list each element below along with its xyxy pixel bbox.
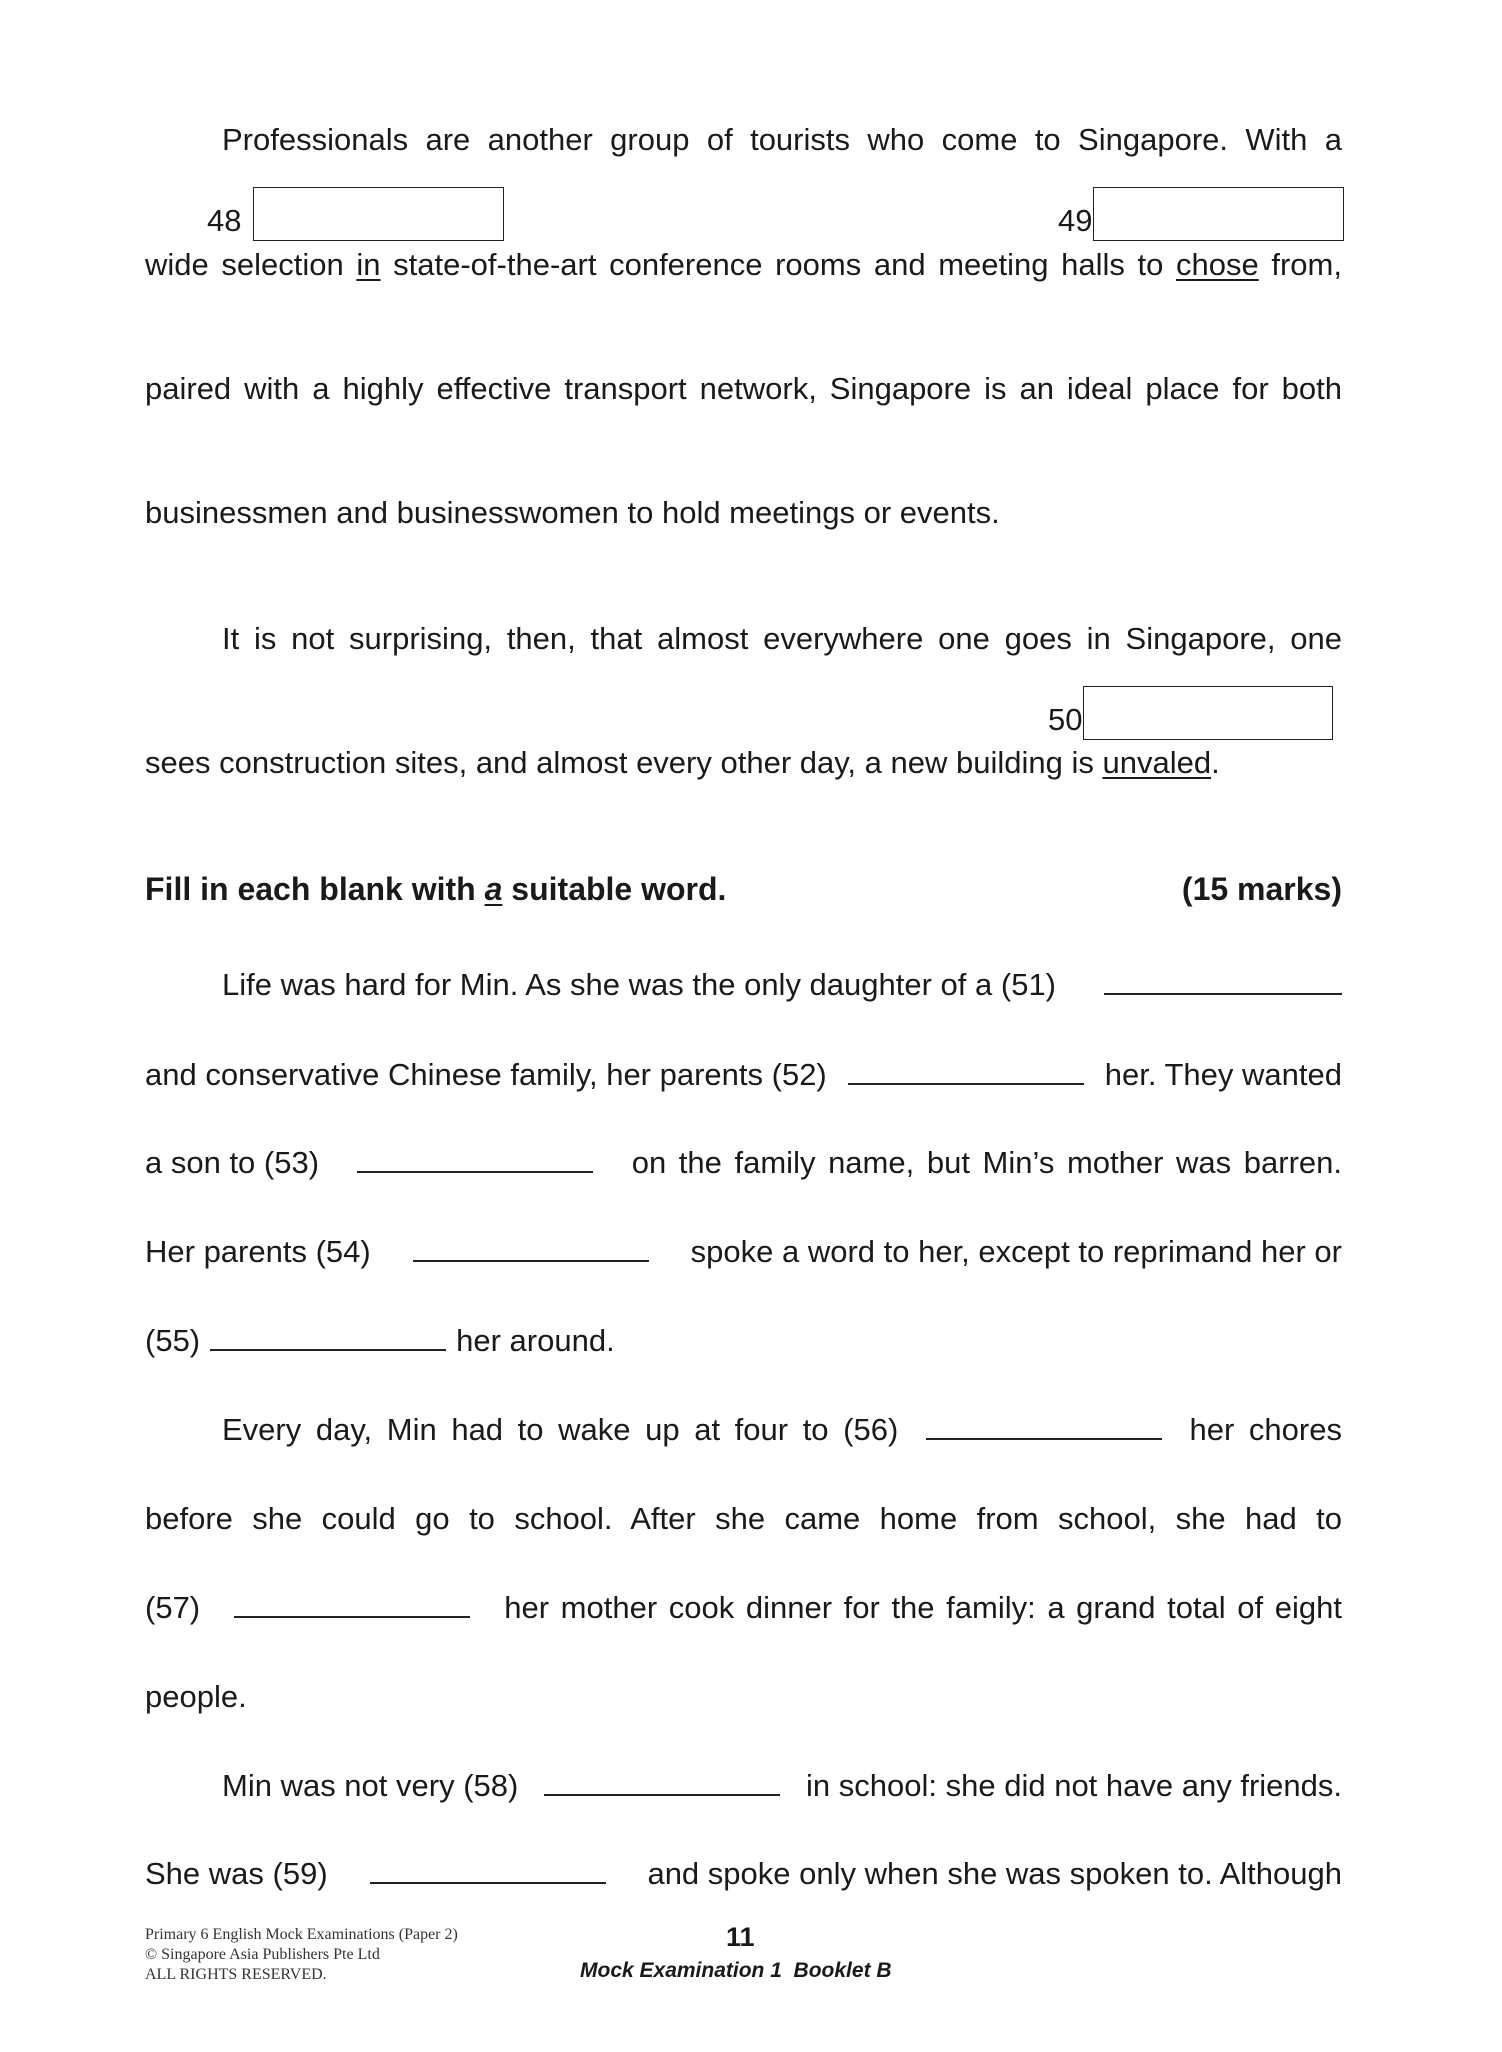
blank-58[interactable] bbox=[544, 1770, 780, 1796]
publisher-info: Primary 6 English Mock Examinations (Paper 2) © Singapore Asia Publishers Pte Ltd ALL RIGHTS RESERVED. bbox=[145, 1926, 458, 1983]
passage2-line-5: (55) her around. bbox=[145, 1323, 615, 1358]
blank-51[interactable] bbox=[1104, 969, 1342, 995]
section2-heading bbox=[145, 870, 1342, 908]
blank-57[interactable] bbox=[234, 1592, 470, 1618]
error-word-chose: chose bbox=[1176, 247, 1259, 282]
passage2-line-8: (57) her mother cook dinner for the family: a grand total of eight bbox=[145, 1590, 1342, 1625]
passage2-line-4: Her parents (54) spoke a word to her, except to reprimand her or bbox=[145, 1234, 1342, 1269]
box-50-label: 50 bbox=[1048, 702, 1083, 737]
page-number: 11 bbox=[726, 1922, 755, 1952]
passage2-line-7: before she could go to school. After she came home from school, she had to bbox=[145, 1501, 1342, 1536]
error-word-unvaled: unvaled bbox=[1102, 745, 1212, 780]
blank-52[interactable] bbox=[848, 1059, 1084, 1085]
blank-56[interactable] bbox=[926, 1414, 1162, 1440]
error-word-in: in bbox=[356, 247, 381, 282]
passage2-line-11: She was (59) and spoke only when she was spoken to. Although bbox=[145, 1856, 1342, 1891]
passage1-line-2: wide selection in state-of-the-art conference rooms and meeting halls to chose from, bbox=[145, 247, 1342, 282]
passage2-line-6: Every day, Min had to wake up at four to (56) her chores bbox=[222, 1412, 1342, 1447]
blank-59[interactable] bbox=[370, 1858, 606, 1884]
booklet-label: Mock Examination 1 Booklet B bbox=[580, 1959, 892, 1982]
blank-54[interactable] bbox=[413, 1236, 649, 1262]
answer-box-49[interactable] bbox=[1093, 187, 1344, 241]
passage1-line-5: It is not surprising, then, that almost everywhere one goes in Singapore, one bbox=[222, 621, 1342, 656]
passage2-line-10: Min was not very (58) in school: she did not have any friends. bbox=[222, 1768, 1342, 1803]
passage2-line-3: a son to (53) on the family name, but Min’s mother was barren. bbox=[145, 1145, 1342, 1180]
passage1-line-6: sees construction sites, and almost every other day, a new building is unvaled. bbox=[145, 745, 1220, 780]
box-49-label: 49 bbox=[1058, 203, 1093, 238]
passage2-line-2: and conservative Chinese family, her parents (52) her. They wanted bbox=[145, 1057, 1342, 1092]
passage1-line-3: paired with a highly effective transport network, Singapore is an ideal place for both bbox=[145, 371, 1342, 406]
passage1-line-4: businessmen and businesswomen to hold meetings or events. bbox=[145, 495, 1000, 530]
instruction: Fill in each blank with a suitable word. bbox=[145, 871, 727, 907]
answer-box-48[interactable] bbox=[253, 187, 504, 241]
passage2-line-1: Life was hard for Min. As she was the only daughter of a (51) bbox=[145, 967, 1342, 1003]
passage1-line-1: Professionals are another group of tourists who come to Singapore. With a bbox=[222, 122, 1342, 157]
marks-label: (15 marks) bbox=[1181, 871, 1342, 907]
box-48-label: 48 bbox=[207, 203, 242, 238]
passage2-line-9: people. bbox=[145, 1679, 247, 1714]
blank-55[interactable] bbox=[210, 1325, 446, 1351]
answer-box-50[interactable] bbox=[1083, 686, 1333, 740]
blank-53[interactable] bbox=[357, 1147, 593, 1173]
